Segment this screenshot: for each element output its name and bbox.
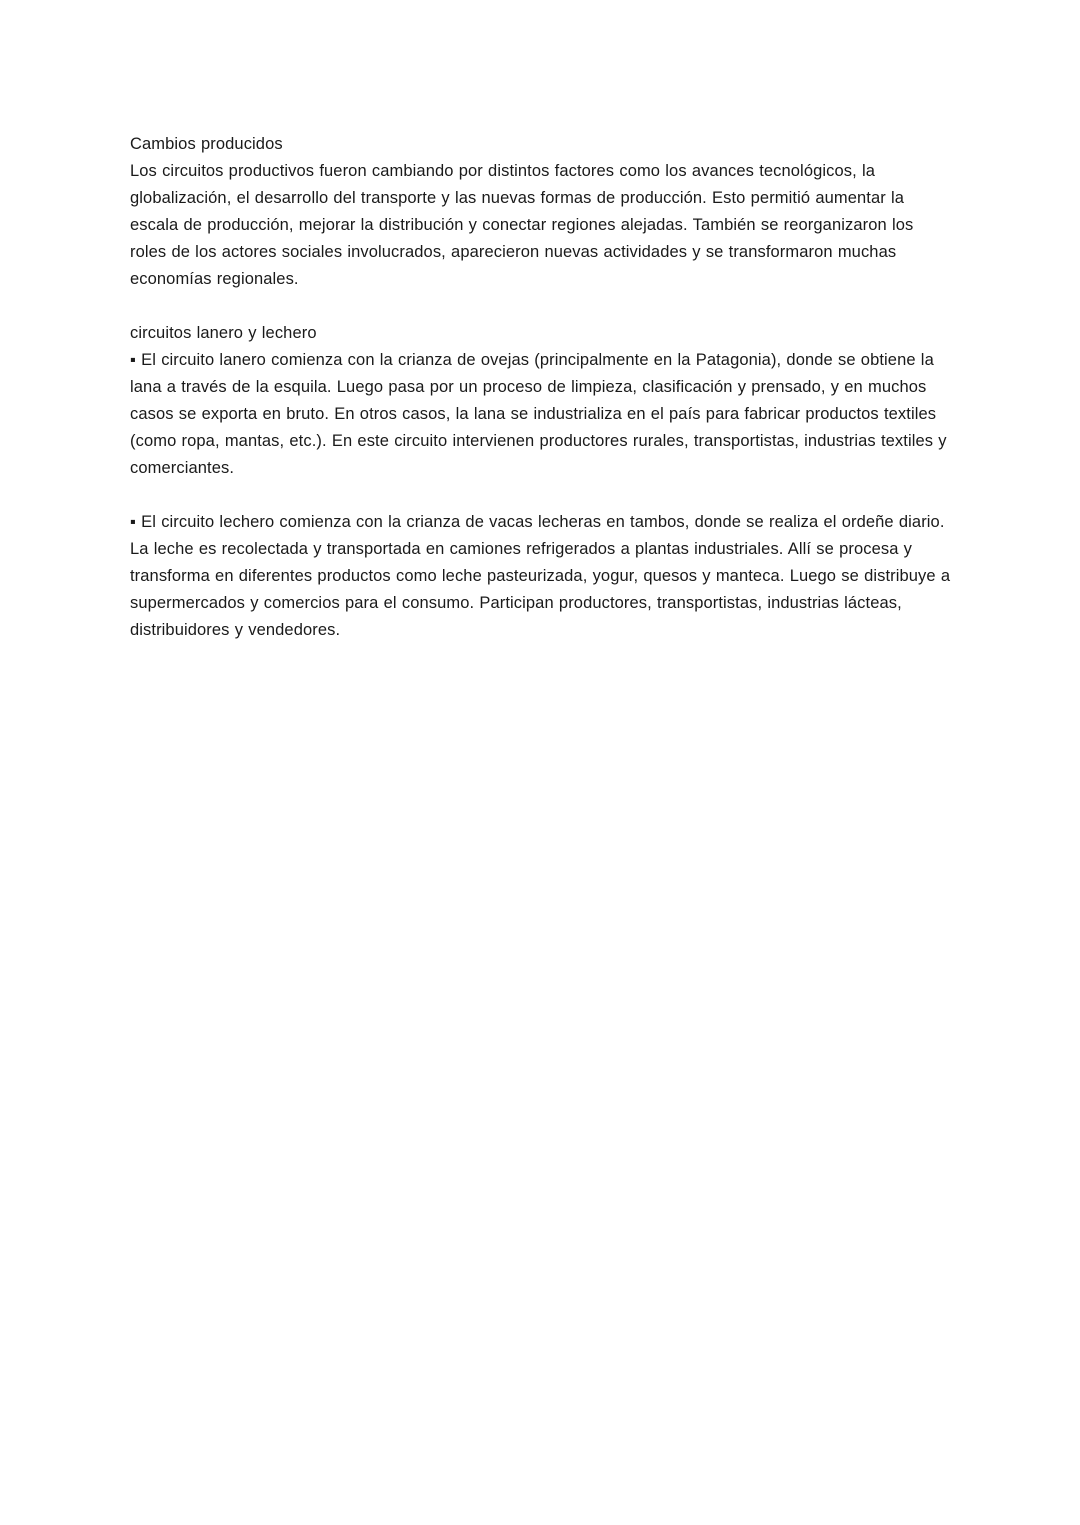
- section-heading-circuitos: circuitos lanero y lechero: [130, 324, 317, 342]
- bullet-paragraph-circuito-lanero: ▪ El circuito lanero comienza con la crianza de ovejas (principalmente en la Patagonia), donde se obtiene la lana a través de la esquila. Luego pasa por un proceso de limpieza, clasificación y prensado, y en muchos casos se exporta en bruto. En otros casos, la lana se industrializa en el país para fabricar productos textiles (como ropa, mantas, etc.). En este circuito intervienen productores rurales, transportistas, industrias textiles y comerciantes.: [130, 351, 947, 477]
- section-heading-cambios-producidos: Cambios producidos: [130, 135, 283, 153]
- text-column: [130, 131, 952, 644]
- paragraph-cambios-producidos: Los circuitos productivos fueron cambiando por distintos factores como los avances tecnológicos, la globalización, el desarrollo del transporte y las nuevas formas de producción. Esto permitió aumentar la escala de producción, mejorar la distribución y conectar regiones alejadas. También se reorganizaron los roles de los actores sociales involucrados, aparecieron nuevas actividades y se transformaron muchas economías regionales.: [130, 162, 914, 288]
- bullet-paragraph-circuito-lechero: ▪ El circuito lechero comienza con la crianza de vacas lecheras en tambos, donde se realiza el ordeñe diario. La leche es recolectada y transportada en camiones refrigerados a plantas industriales. Allí se procesa y transforma en diferentes productos como leche pasteurizada, yogur, quesos y manteca. Luego se distribuye a supermercados y comercios para el consumo. Participan productores, transportistas, industrias lácteas, distribuidores y vendedores.: [130, 513, 951, 639]
